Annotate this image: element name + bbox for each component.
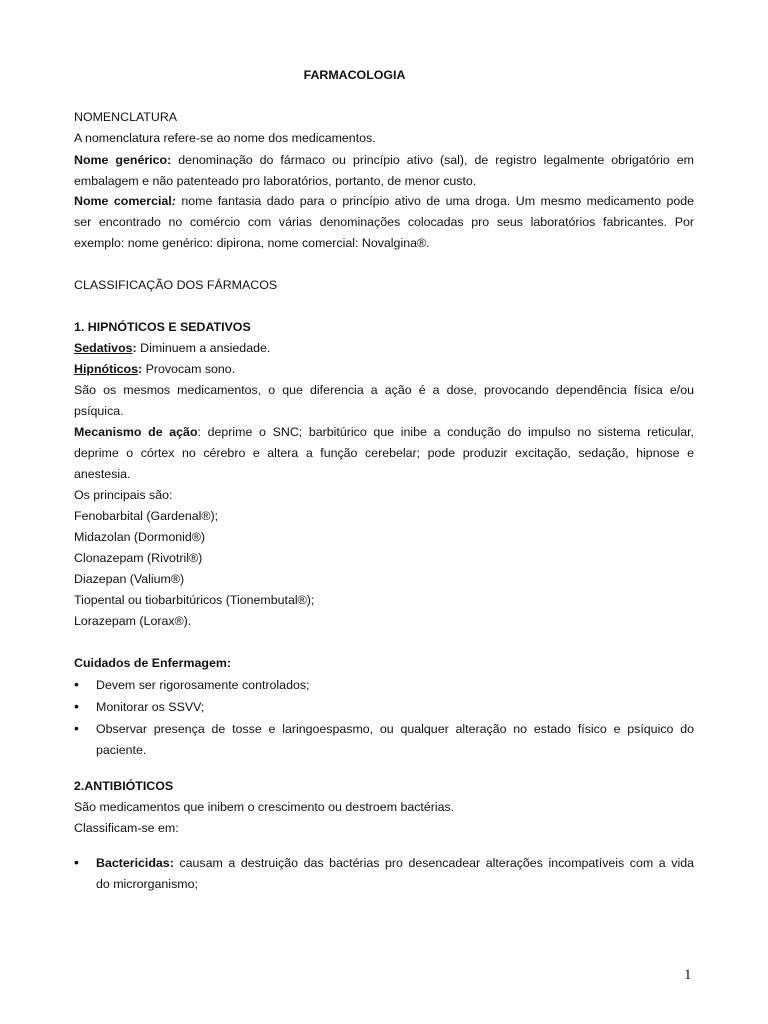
paragraph-line: São medicamentos que inibem o crescimento ou destroem bactérias. [74,800,455,814]
term-label: Nome comercial [74,194,172,208]
paragraph-line: São os mesmos medicamentos, o que diferencia a ação é a dose, provocando dependência física e/ou [74,383,694,397]
drug-list-item: Tiopental ou tiobarbitúricos (Tionembutal®); [74,593,315,607]
paragraph-text: denominação do fármaco ou princípio ativo (sal), de registro legalmente obrigatório em [171,153,694,167]
paragraph-line [74,341,694,356]
drug-list-item: Fenobarbital (Gardenal®); [74,509,219,523]
paragraph-line: Classificam-se em: [74,821,179,835]
paragraph-line: deprime o córtex no cérebro e altera a função cerebelar; pode produzir excitação, sedação, hipnose e [74,446,694,460]
drug-list-item: Diazepan (Valium®) [74,572,185,586]
bullet-item-continuation: do microrganismo; [96,877,198,891]
paragraph-text: causam a destruição das bactérias pro desencadear alterações incompatíveis com a vida [173,856,694,870]
paragraph-text: Provocam sono. [142,362,236,376]
bullet-icon: • [74,676,79,692]
paragraph-line: Os principais são: [74,488,173,502]
term-label: Mecanismo de ação [74,425,198,439]
section-heading-classificacao: CLASSIFICAÇÃO DOS FÁRMACOS [74,278,278,292]
paragraph-line [74,425,694,440]
drug-list-item: Midazolan (Dormonid®) [74,530,206,544]
page-number: 1 [684,967,692,983]
bullet-icon: • [74,854,79,870]
paragraph-line [74,153,694,168]
term-label: Bactericidas: [96,856,174,870]
bullet-item: Monitorar os SSVV; [96,700,205,714]
bullet-item [96,856,694,871]
bullet-item: Observar presença de tosse e laringoespasmo, ou qualquer alteração no estado físico e psíquico do [96,722,694,736]
term-colon: : [132,341,137,355]
document-title: FARMACOLOGIA [303,68,406,82]
term-label: Nome genérico: [74,153,172,167]
drug-list-item: Clonazepam (Rivotril®) [74,551,203,565]
paragraph-line [74,194,694,209]
term-colon: : [138,362,143,376]
section-heading-antibioticos: 2.ANTIBIÓTICOS [74,779,174,793]
paragraph-line: exemplo: nome genérico: dipirona, nome comercial: Novalgina®. [74,236,430,250]
paragraph-line: embalagem e não patenteado pro laboratórios, portanto, de menor custo. [74,174,477,188]
term-label: Sedativos [74,341,133,355]
bullet-icon: • [74,720,79,736]
section-heading-nomenclatura: NOMENCLATURA [74,110,178,124]
subheading-cuidados: Cuidados de Enfermagem: [74,656,231,670]
paragraph-line: psíquica. [74,404,124,418]
paragraph-text: : deprime o SNC; barbitúrico que inibe a condução do impulso no sistema reticular, [197,425,694,439]
paragraph: A nomenclatura refere-se ao nome dos medicamentos. [74,131,376,145]
paragraph-text: Diminuem a ansiedade. [136,341,271,355]
section-heading-hipnoticos: 1. HIPNÓTICOS E SEDATIVOS [74,320,251,334]
term-colon: : [171,194,176,208]
paragraph-line [74,362,694,377]
term-label: Hipnóticos [74,362,139,376]
bullet-item: Devem ser rigorosamente controlados; [96,678,310,692]
paragraph-line: ser encontrado no comércio com várias denominações colocadas pro seus laboratórios fabricantes. Por [74,215,694,229]
paragraph-line: anestesia. [74,467,131,481]
bullet-icon: • [74,698,79,714]
bullet-item-continuation: paciente. [96,743,147,757]
paragraph-text: nome fantasia dado para o princípio ativo de uma droga. Um mesmo medicamento pode [175,194,695,208]
drug-list-item: Lorazepam (Lorax®). [74,614,192,628]
